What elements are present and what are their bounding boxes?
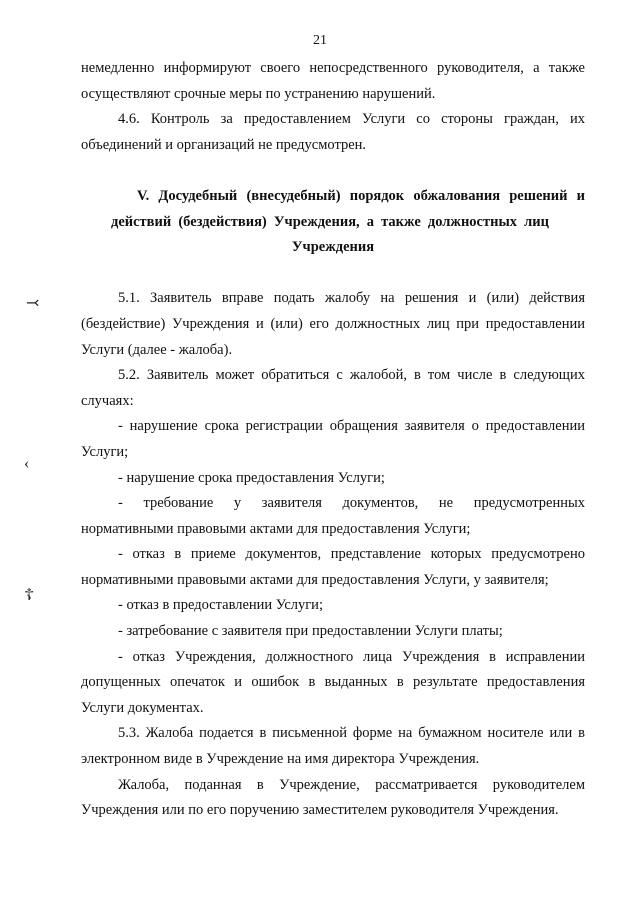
paragraph-line: 5.1. Заявитель вправе подать жалобу на решения и (или) действия <box>118 290 585 307</box>
paragraph-line: Учреждения или по его поручению заместителем руководителя Учреждения. <box>81 802 559 819</box>
paragraph-line: Услуги (далее - жалоба). <box>81 341 233 358</box>
margin-mark-icon: ‹ <box>24 455 30 472</box>
list-item: - нарушение срока предоставления Услуги; <box>118 469 385 486</box>
body-text <box>81 56 585 824</box>
paragraph-line: Жалоба, поданная в Учреждение, рассматривается руководителем <box>118 776 585 793</box>
paragraph-line: электронном виде в Учреждение на имя директора Учреждения. <box>81 751 480 768</box>
paragraph-line: 5.2. Заявитель может обратиться с жалобой, в том числе в следующих <box>118 367 585 384</box>
section-heading: V. Досудебный (внесудебный) порядок обжалования решений и <box>137 187 585 204</box>
list-item: Услуги; <box>81 443 129 460</box>
paragraph-line: случаях: <box>81 392 134 409</box>
margin-mark-icon: ⤙ <box>26 295 40 312</box>
list-item: Услуги документах. <box>81 699 204 716</box>
list-item: - требование у заявителя документов, не предусмотренных <box>118 495 585 512</box>
list-item: - затребование с заявителя при предоставлении Услуги платы; <box>118 623 503 640</box>
margin-mark-icon: ☦ <box>24 587 35 604</box>
section-heading: действий (бездействия) Учреждения, а также должностных лиц <box>111 213 549 230</box>
paragraph-line: осуществляют срочные меры по устранению нарушений. <box>81 85 436 102</box>
paragraph-line: (бездействие) Учреждения и (или) его должностных лиц при предоставлении <box>81 315 585 332</box>
list-item: - отказ в приеме документов, представление которых предусмотрено <box>118 546 585 563</box>
section-heading: Учреждения <box>291 239 375 256</box>
list-item: - нарушение срока регистрации обращения заявителя о предоставлении <box>118 418 585 435</box>
paragraph-line: немедленно информируют своего непосредственного руководителя, а также <box>81 60 585 76</box>
paragraph-line: 4.6. Контроль за предоставлением Услуги со стороны граждан, их <box>118 111 585 128</box>
list-item: допущенных опечаток и ошибок в выданных в результате предоставления <box>81 674 585 691</box>
list-item: - отказ Учреждения, должностного лица Учреждения в исправлении <box>118 648 585 665</box>
list-item: нормативными правовыми актами для предоставления Услуги, у заявителя; <box>81 571 549 588</box>
list-item: нормативными правовыми актами для предоставления Услуги; <box>81 520 471 537</box>
list-item: - отказ в предоставлении Услуги; <box>118 597 323 614</box>
page-number: 21 <box>313 33 327 48</box>
paragraph-line: 5.3. Жалоба подается в письменной форме на бумажном носителе или в <box>118 725 585 742</box>
paragraph-line: объединений и организаций не предусмотрен. <box>81 136 367 153</box>
